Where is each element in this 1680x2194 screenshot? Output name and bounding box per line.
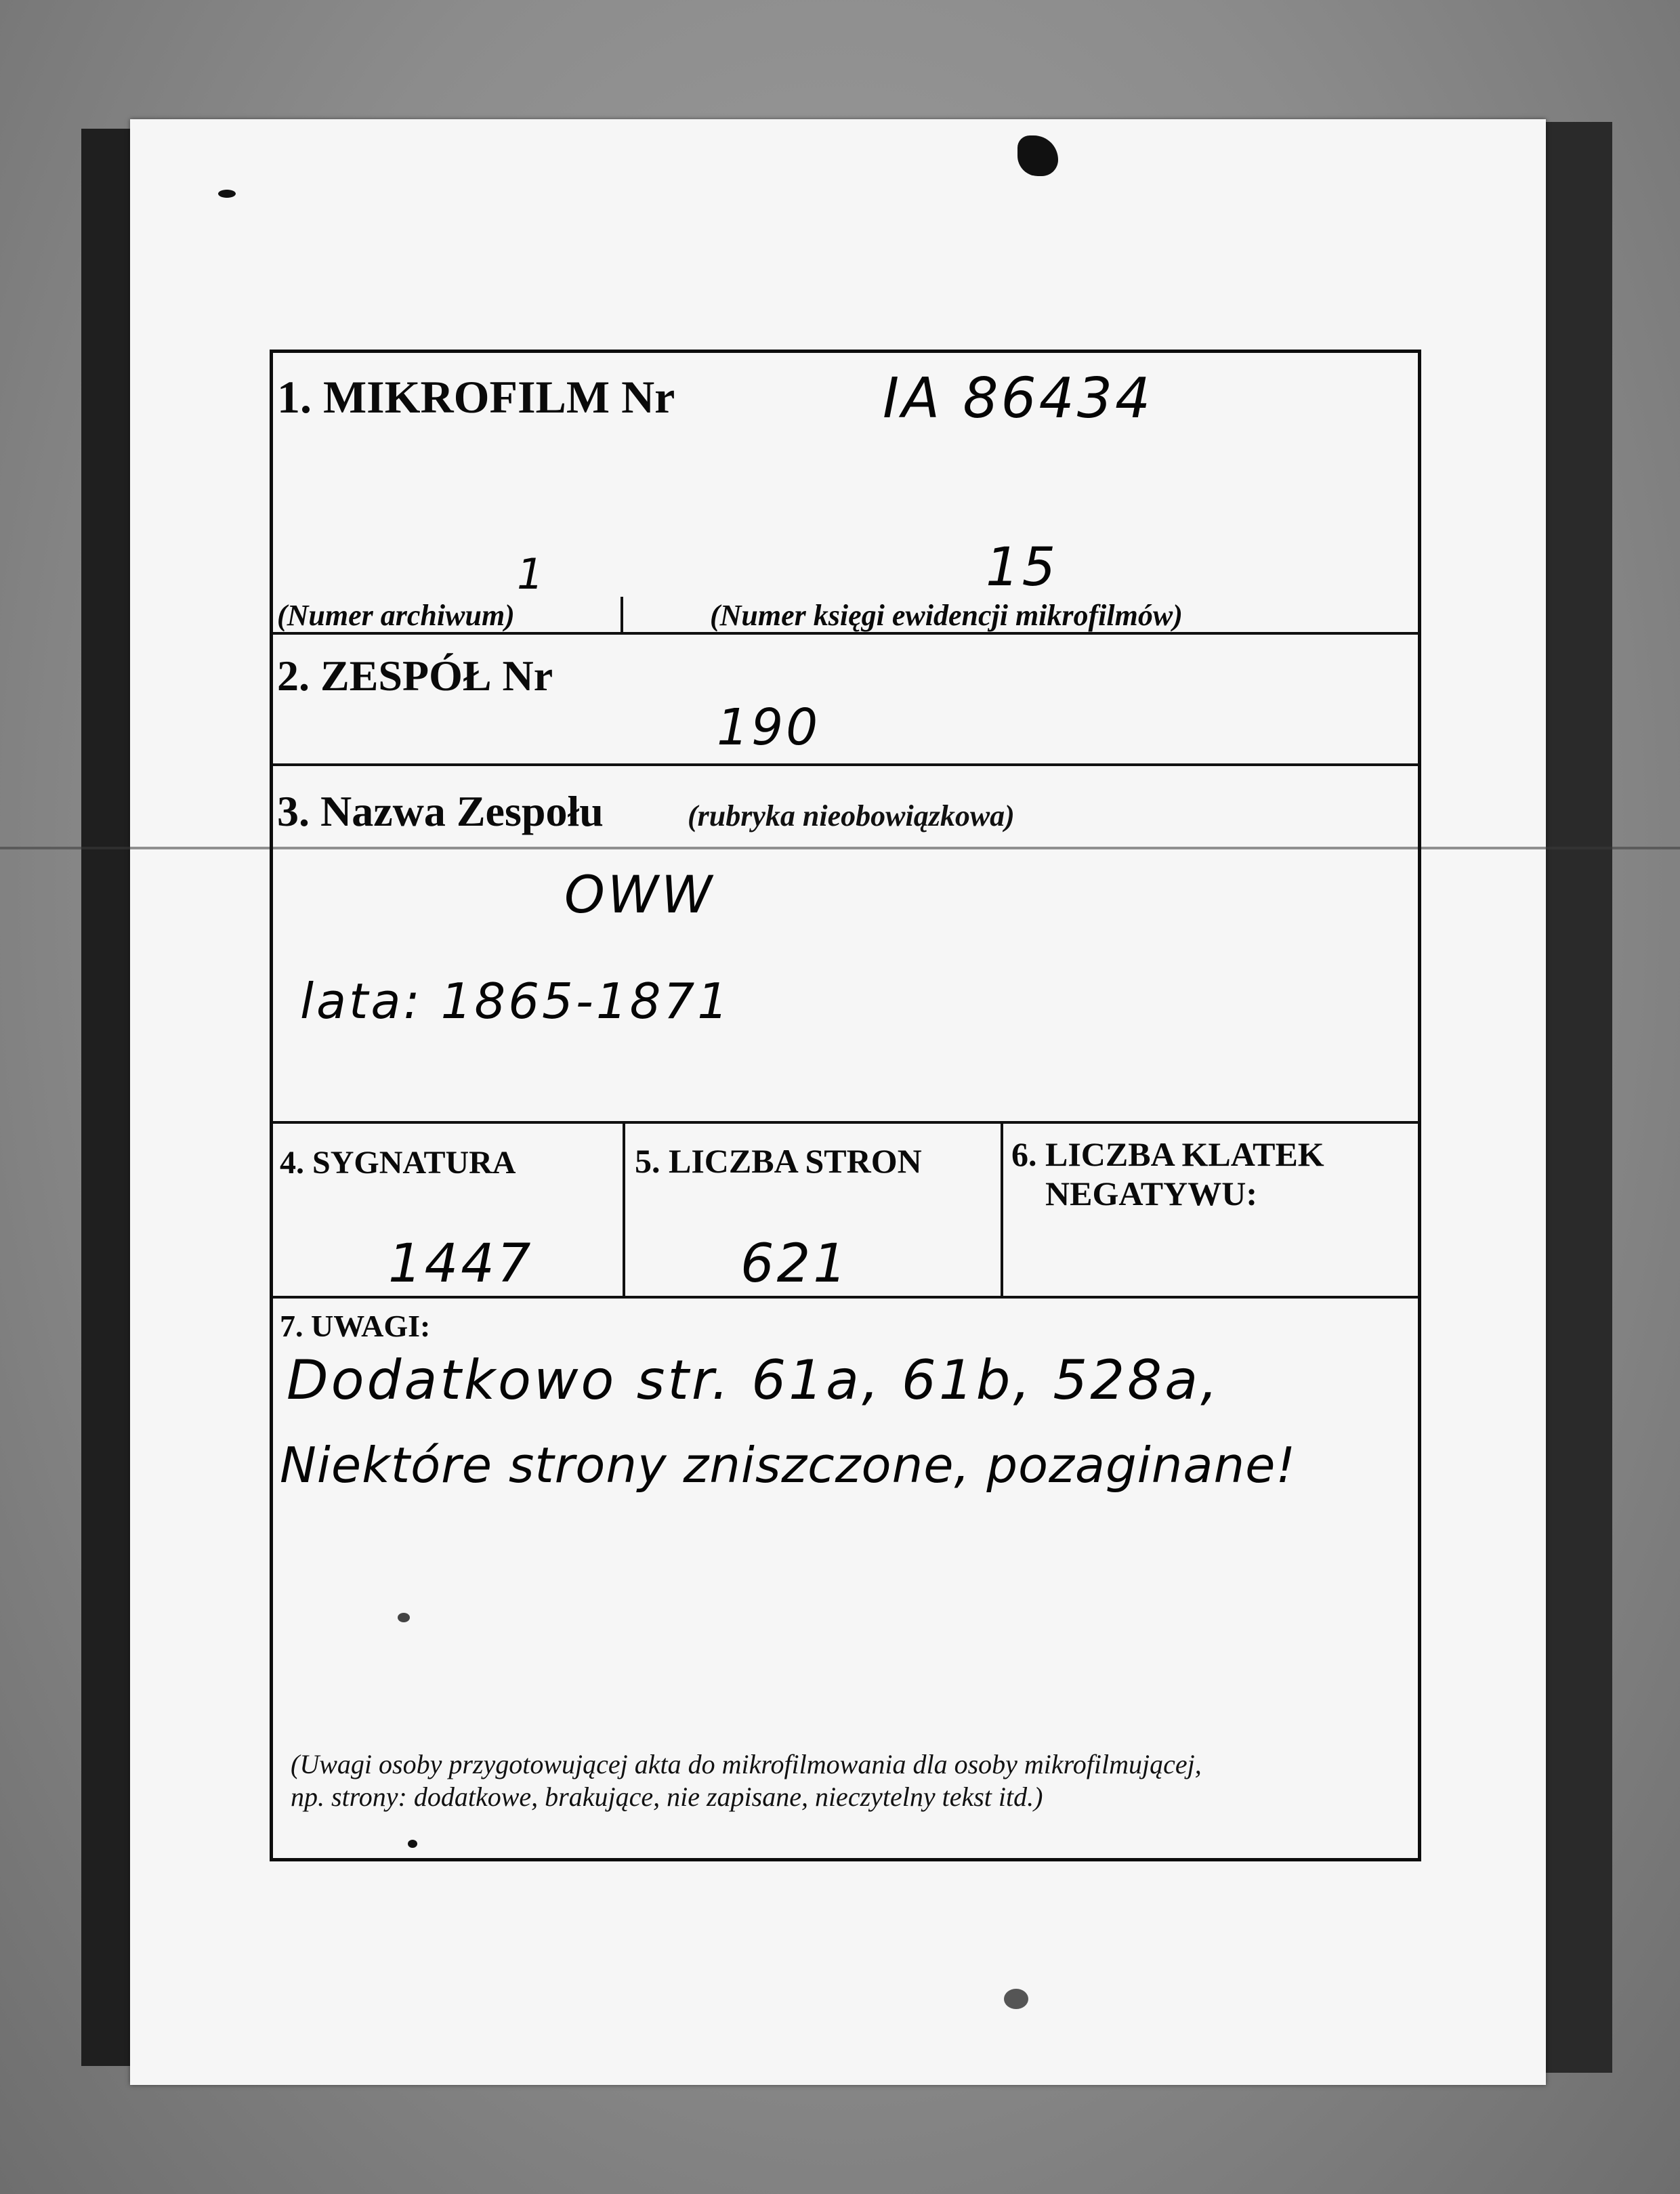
speck-mark — [1017, 135, 1058, 176]
field-7-label: 7. UWAGI: — [280, 1309, 431, 1343]
speck-mark — [1004, 1989, 1028, 2009]
field-1-value: IA 86434 — [883, 366, 1154, 431]
field-2-label: 2. ZESPÓŁ Nr — [277, 652, 553, 700]
divider — [273, 1121, 1419, 1124]
field-4-label: 4. SYGNATURA — [280, 1145, 516, 1181]
field-3-name-value: OWW — [564, 864, 715, 925]
field-1-label: 1. MIKROFILM Nr — [277, 371, 675, 423]
register-number-label: (Numer księgi ewidencji mikrofilmów) — [710, 599, 1183, 632]
divider — [273, 763, 1419, 766]
microfilm-form — [270, 350, 1421, 1861]
field-6-label-line1: 6. LICZBA KLATEK — [1011, 1135, 1324, 1173]
field-4-value: 1447 — [388, 1233, 534, 1294]
film-edge-left — [81, 129, 135, 2066]
speck-mark — [218, 190, 236, 198]
archive-number-label: (Numer archiwum) — [277, 599, 515, 632]
field-5-value: 621 — [740, 1233, 849, 1294]
divider — [623, 1121, 625, 1296]
divider — [1001, 1121, 1003, 1296]
field-3-note: (rubryka nieobowiązkowa) — [688, 799, 1015, 832]
register-number-value: 15 — [986, 537, 1059, 598]
footer-note-line-1: (Uwagi osoby przygotowującej akta do mikrofilmowania dla osoby mikrofilmującej, — [291, 1749, 1202, 1779]
footer-note-line-2: np. strony: dodatkowe, brakujące, nie zapisane, nieczytelny tekst itd.) — [291, 1781, 1043, 1812]
divider — [273, 1296, 1419, 1299]
divider — [621, 597, 623, 632]
field-3-label: 3. Nazwa Zespołu — [277, 787, 604, 835]
field-7-line-2: Niektóre strony zniszczone, pozaginane! — [280, 1437, 1297, 1494]
field-6-label-line2: NEGATYWU: — [1045, 1175, 1257, 1212]
film-edge-right — [1538, 122, 1612, 2073]
field-3-years-value: lata: 1865-1871 — [300, 973, 732, 1030]
archive-number-value: 1 — [517, 549, 547, 599]
field-2-value: 190 — [717, 698, 821, 757]
field-5-label: 5. LICZBA STRON — [635, 1142, 922, 1180]
field-7-line-1: Dodatkowo str. 61a, 61b, 528a, — [287, 1349, 1221, 1412]
